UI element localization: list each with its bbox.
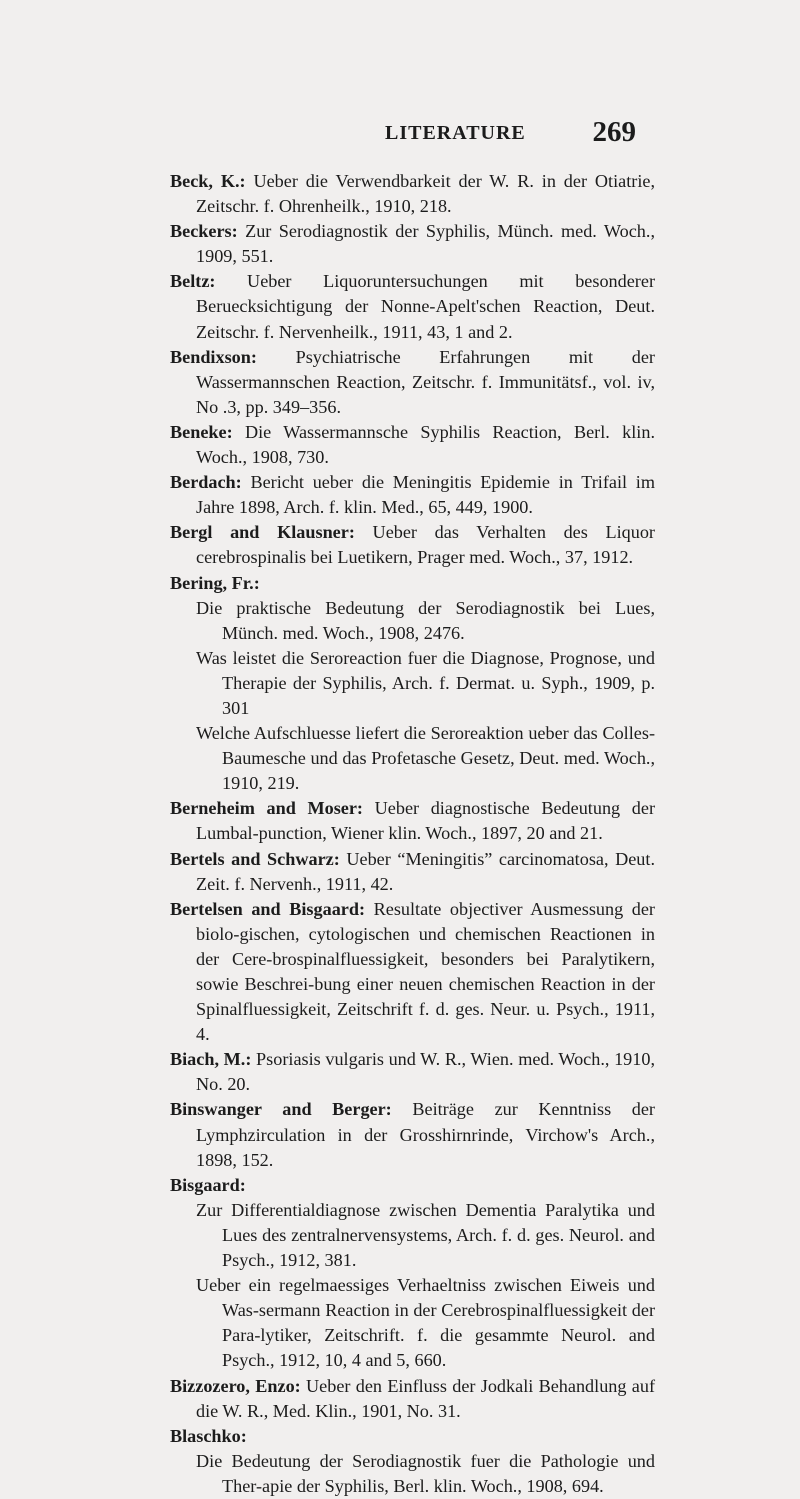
bibliography-entry (170, 470, 655, 520)
entry-sub-citation: Zur Differentialdiagnose zwischen Dementia Paralytika und Lues des zentralnervensystems, Arch. f. d. ges. Neurol. and Psych., 1912, 381. (196, 1199, 655, 1271)
bibliography-entry (170, 219, 655, 269)
entry-author: Bendixson: (170, 346, 257, 367)
entry-author: Beltz: (170, 271, 216, 292)
entry-author: Beck, K.: (170, 171, 246, 191)
bibliography-entry (170, 1374, 655, 1424)
bibliography-entry (170, 1097, 655, 1172)
entry-citation: Resultate objectiver Ausmessung der biolo-gischen, cytologischen und chemischen Reactionen in der Cere-brospinalfluessigkeit, besonders bei Paralytikern, sowie Beschrei-bung einer neuen chemischen Reaction in der Spinalfluessigkeit, Zeitschrift f. d. ges. Neur. u. Psych., 1911, 4. (196, 898, 655, 1045)
entry-sub-citation: Welche Aufschluesse liefert die Seroreaktion ueber das Colles-Baumesche und das Profetasche Gesetz, Deut. med. Woch., 1910, 219. (196, 723, 655, 794)
bibliography-entry (170, 897, 655, 1048)
entry-sub-list (170, 1198, 655, 1374)
entry-citation: Bericht ueber die Meningitis Epidemie in Trifail im Jahre 1898, Arch. f. klin. Med., 65, 449, 1900. (196, 472, 655, 518)
entry-author: Binswanger and Berger: (170, 1099, 392, 1120)
entry-author: Berdach: (170, 472, 242, 493)
entry-author: Beneke: (170, 421, 233, 442)
bibliography-entry (170, 269, 655, 344)
entry-sub-citation: Die praktische Bedeutung der Serodiagnostik bei Lues, Münch. med. Woch., 1908, 2476. (196, 597, 655, 643)
bibliography-entry (170, 520, 655, 570)
bibliography-list (170, 169, 655, 1499)
entry-citation: Ueber diagnostische Bedeutung der Lumbal-punction, Wiener klin. Woch., 1897, 20 and 21. (196, 798, 656, 844)
entry-sub-list (170, 1449, 655, 1499)
entry-citation: Ueber das Verhalten des Liquor cerebrospinalis bei Luetikern, Prager med. Woch., 37, 1912. (196, 522, 655, 568)
entry-sub-citation: Die Bedeutung der Serodiagnostik fuer die Pathologie und Ther-apie der Syphilis, Berl. klin. Woch., 1908, 694. (196, 1450, 655, 1496)
bibliography-entry (170, 796, 655, 846)
bibliography-entry (170, 1047, 655, 1097)
entry-author: Bertelsen and Bisgaard: (170, 898, 366, 919)
bibliography-entry (170, 345, 655, 420)
entry-citation: Psoriasis vulgaris und W. R., Wien. med. Woch., 1910, No. 20. (196, 1049, 655, 1095)
entry-author: Berneheim and Moser: (170, 798, 363, 819)
entry-citation: Ueber Liquoruntersuchungen mit besonderer Beruecksichtigung der Nonne-Apelt'schen Reaction, Deut. Zeitschr. f. Nervenheilk., 1911, 43, 1 and 2. (196, 271, 655, 342)
entry-citation: Ueber die Verwendbarkeit der W. R. in der Otiatrie, Zeitschr. f. Ohrenheilk., 1910, 218. (196, 171, 655, 217)
bibliography-entry (170, 420, 655, 470)
bibliography-entry (170, 169, 655, 219)
entry-sub-citation: Ueber ein regelmaessiges Verhaeltniss zwischen Eiweis und Was-sermann Reaction in der Cerebrospinalfluessigkeit der Para-lytiker, Zeitschrift. f. die gesammte Neurol. and Psych., 1912, 10, 4 and 5, 660. (196, 1275, 655, 1371)
entry-citation: Die Wassermannsche Syphilis Reaction, Berl. klin. Woch., 1908, 730. (196, 421, 655, 468)
entry-citation: Ueber den Einfluss der Jodkali Behandlung auf die W. R., Med. Klin., 1901, No. 31. (196, 1375, 656, 1421)
entry-author: Bering, Fr.: (170, 572, 260, 593)
running-head (170, 116, 640, 156)
entry-citation: Zur Serodiagnostik der Syphilis, Münch. med. Woch., 1909, 551. (196, 221, 655, 267)
entry-author: Bergl and Klausner: (170, 522, 355, 543)
entry-citation: Beiträge zur Kenntniss der Lymphzirculation in der Grosshirnrinde, Virchow's Arch., 1898, 152. (196, 1099, 655, 1170)
bibliography-entry (170, 571, 655, 596)
page-number: 269 (592, 116, 636, 148)
entry-author: Biach, M.: (170, 1049, 252, 1070)
entry-citation: Psychiatrische Erfahrungen mit der Wassermannschen Reaction, Zeitschr. f. Immunitätsf., vol. iv, No .3, pp. 349–356. (196, 346, 655, 417)
entry-citation: Ueber “Meningitis” carcinomatosa, Deut. Zeit. f. Nervenh., 1911, 42. (196, 848, 656, 894)
bibliography-entry (170, 847, 655, 897)
running-title: LITERATURE (385, 122, 526, 144)
bibliography-entry (170, 1424, 655, 1449)
entry-author: Bertels and Schwarz: (170, 848, 340, 869)
bibliography-entry (170, 1173, 655, 1198)
entry-author: Bisgaard: (170, 1174, 246, 1195)
entry-author: Blaschko: (170, 1425, 247, 1446)
entry-author: Beckers: (170, 221, 238, 242)
entry-sub-list (170, 596, 655, 797)
entry-sub-citation: Was leistet die Seroreaction fuer die Diagnose, Prognose, und Therapie der Syphilis, Arch. f. Dermat. u. Syph., 1909, p. 301 (196, 647, 655, 718)
entry-author: Bizzozero, Enzo: (170, 1375, 301, 1396)
